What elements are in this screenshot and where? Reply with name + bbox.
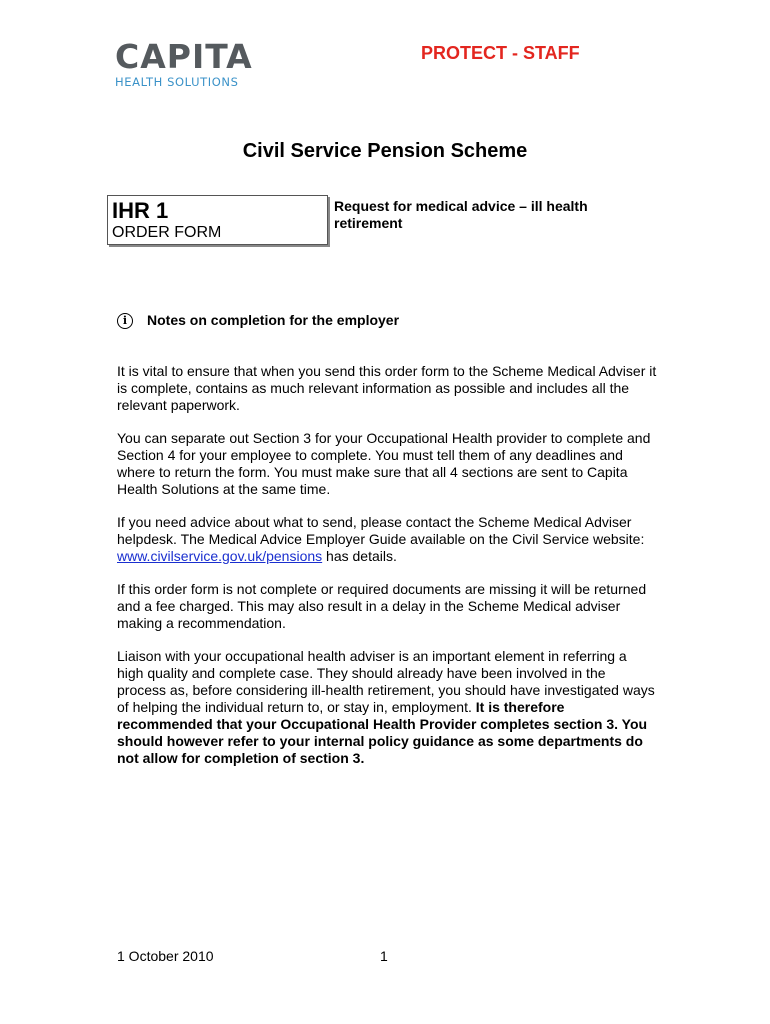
notes-heading xyxy=(117,312,399,329)
form-id-box xyxy=(107,195,328,245)
advice-text-end: has details. xyxy=(322,548,397,564)
notes-heading-text: Notes on completion for the employer xyxy=(147,312,400,328)
paragraph-advice xyxy=(117,514,657,565)
advice-text: If you need advice about what to send, please contact the Scheme Medical Adviser helpdesk. The Medical Advice Employer Guide available on the Civil Service website: xyxy=(117,514,645,547)
paragraph-completeness: It is vital to ensure that when you send this order form to the Scheme Medical Adviser it is complete, contains as much relevant information as possible and includes all the relevant paperwork. xyxy=(117,363,657,413)
notes-body xyxy=(117,363,657,783)
form-code: IHR 1 xyxy=(112,198,169,223)
document-title: Civil Service Pension Scheme xyxy=(242,140,528,162)
paragraph-incomplete: If this order form is not complete or required documents are missing it will be returned and a fee charged. This may also result in a delay in the Scheme Medical adviser making a recommendation. xyxy=(117,581,647,631)
liaison-text: Liaison with your occupational health adviser is an important element in referring a high quality and complete case. They should already have been involved in the process as, before considering ill-health retirement, you should have investigated ways of helping the individual return to, or stay in, employment. xyxy=(117,648,655,715)
page-number: 1 xyxy=(380,948,388,964)
logo-subtitle: HEALTH SOLUTIONS xyxy=(115,75,239,89)
classification-label: PROTECT - STAFF xyxy=(421,43,580,63)
paragraph-sections: You can separate out Section 3 for your Occupational Health provider to complete and Section 4 for your employee to complete. You must tell them of any deadlines and where to return the form. You must make sure that all 4 sections are sent to Capita Health Solutions at the same time. xyxy=(117,430,651,497)
paragraph-liaison xyxy=(117,648,657,767)
capita-logo xyxy=(115,37,253,89)
request-description: Request for medical advice – ill health retirement xyxy=(334,198,588,231)
info-icon: i xyxy=(117,313,133,329)
liaison-recommendation: It is therefore recommended that your Occupational Health Provider completes section 3. You should however refer to your internal policy guidance as some departments do not allow for completion of section 3. xyxy=(117,699,648,766)
logo-name: CAPITA xyxy=(115,37,253,76)
pensions-link[interactable]: www.civilservice.gov.uk/pensions xyxy=(117,548,323,564)
footer-date: 1 October 2010 xyxy=(117,948,214,964)
form-label: ORDER FORM xyxy=(112,224,222,241)
